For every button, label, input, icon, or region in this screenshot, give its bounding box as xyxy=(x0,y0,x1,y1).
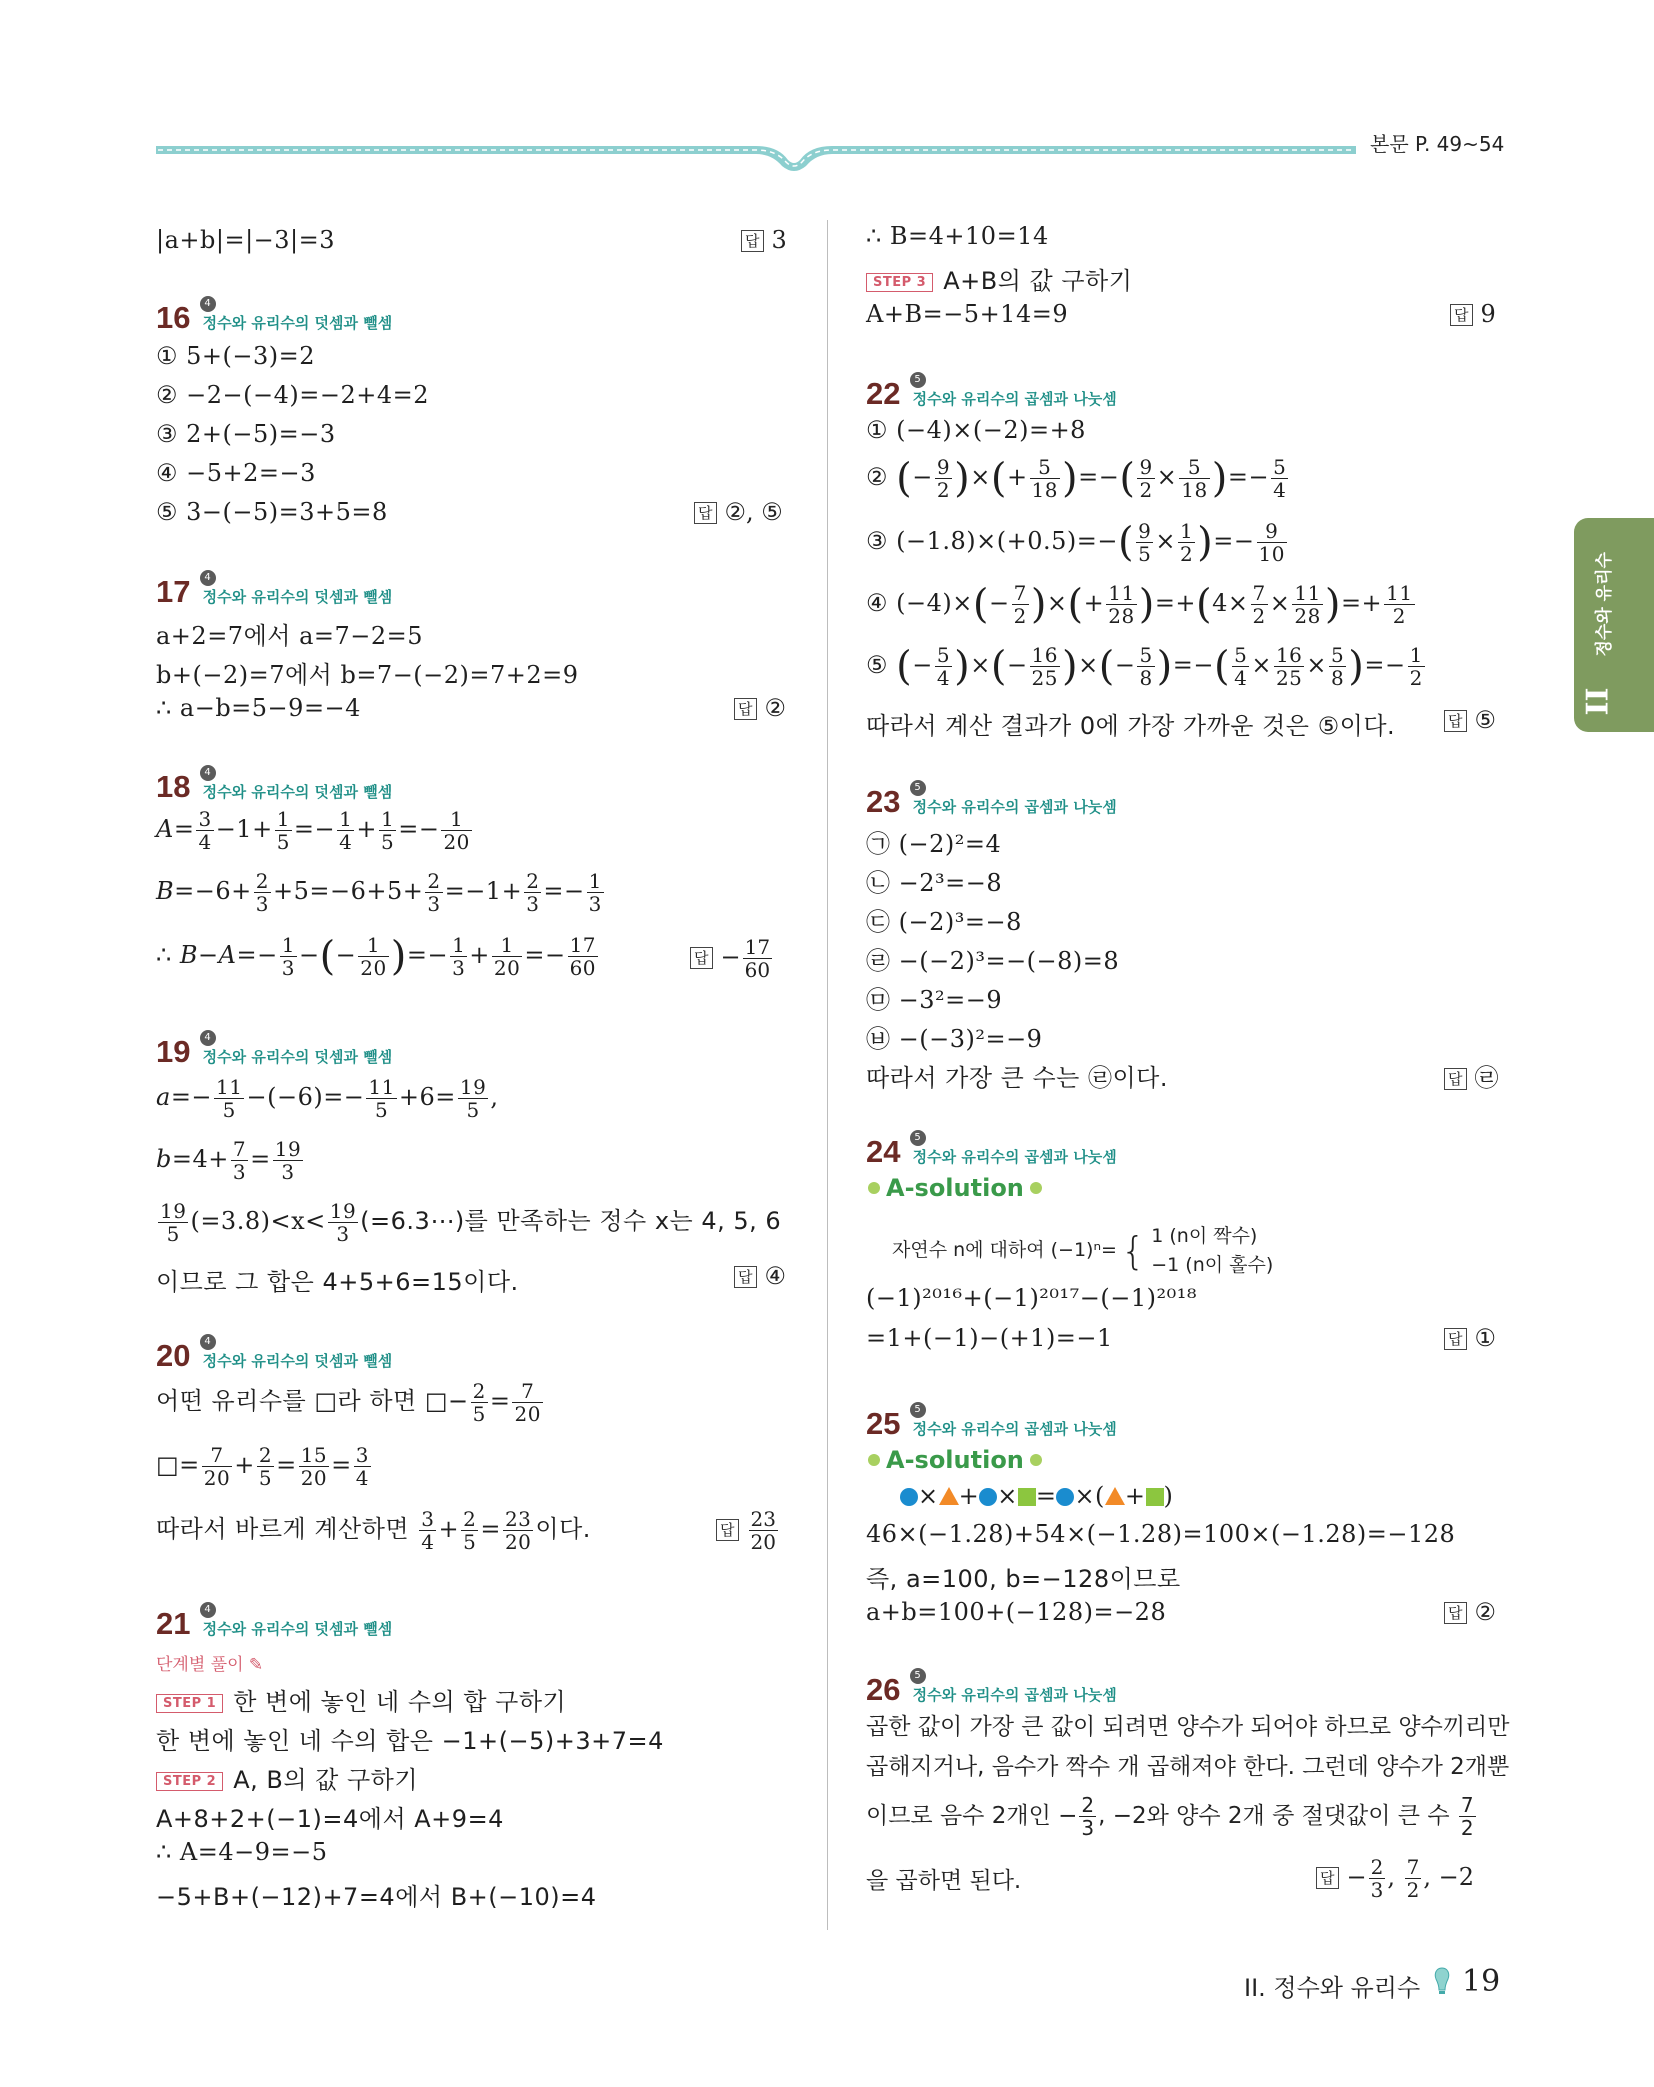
p25-line-1: 46×(−1.28)+54×(−1.28)=100×(−1.28)=−128 xyxy=(866,1520,1456,1548)
problem-topic: 정수와 유리수의 곱셈과 나눗셈 xyxy=(912,390,1117,408)
answer-value: ⑤ xyxy=(1474,706,1497,734)
stepwise-label xyxy=(156,1650,263,1675)
answer-value: ②, ⑤ xyxy=(724,498,783,526)
answer-label: 답 xyxy=(741,230,764,252)
answer-value: 3 xyxy=(771,226,787,254)
answer-value: ④ xyxy=(764,1262,787,1290)
p21-line-3: ∴ A=4−9=−5 xyxy=(156,1838,328,1866)
level-badge: 5 xyxy=(910,1668,926,1684)
p23-conclusion: 따라서 가장 큰 수는 ㉣이다. xyxy=(866,1064,1168,1092)
problem-16-header xyxy=(156,300,406,336)
p25-distributive-rule: × + × = ×( + ) xyxy=(900,1482,1173,1510)
p23-line-6: ㉥ −(−3)²=−9 xyxy=(866,1025,1043,1053)
p16-line-4: ④ −5+2=−3 xyxy=(156,459,316,487)
problem-22-header xyxy=(866,376,1131,412)
p22-line-2: ② (− $\frac{9}{2}$ )×(+ $\frac{5}{18}$ )=−( $\frac{9}{2}$ × $\frac{5}{18}$ )=− $\frac{5}{4}$ xyxy=(866,455,1287,502)
level-badge: 5 xyxy=(910,780,926,796)
green-square-icon xyxy=(1018,1488,1036,1506)
p26-answer: 답 − $\frac{2}{3}$ , $\frac{7}{2}$ , −2 xyxy=(1316,1856,1474,1901)
problem-number: 26 xyxy=(866,1672,901,1707)
problem-topic: 정수와 유리수의 덧셈과 뺄셈 xyxy=(202,783,393,801)
p15-answer xyxy=(741,226,787,254)
p17-line-1: a+2=7에서 a=7−2=5 xyxy=(156,622,424,650)
answer-label: 답 xyxy=(1316,1867,1339,1889)
level-badge: 5 xyxy=(910,1130,926,1146)
p18-line-1: A= $\frac{3}{4}$ −1+ $\frac{1}{5}$ =− $\frac{1}{4}$ + $\frac{1}{5}$ =− $\frac{1}{20}$ xyxy=(156,807,470,854)
answer-value: 9 xyxy=(1480,300,1496,328)
step-2-title: A, B의 값 구하기 xyxy=(233,1766,419,1794)
p23-line-3: ㉢ (−2)³=−8 xyxy=(866,908,1022,936)
footer-chapter: II. 정수와 유리수 xyxy=(1244,1974,1421,2002)
orange-triangle-icon xyxy=(1105,1487,1125,1505)
p16-line-1: ① 5+(−3)=2 xyxy=(156,342,316,370)
problem-18-header xyxy=(156,769,406,805)
problem-21-header xyxy=(156,1606,406,1642)
p26-line-1: 곱한 값이 가장 큰 값이 되려면 양수가 되어야 하므로 양수끼리만 xyxy=(866,1714,1510,1740)
step-3-title: A+B의 값 구하기 xyxy=(943,267,1133,295)
step-3-badge: STEP 3 xyxy=(866,273,933,292)
p16-line-5: ⑤ 3−(−5)=3+5=8 xyxy=(156,498,388,526)
p26-line-3-text: 이므로 음수 2개인 − xyxy=(866,1803,1078,1829)
level-badge: 4 xyxy=(200,1602,216,1618)
lightbulb-icon xyxy=(1432,1966,1452,2000)
blue-circle-icon xyxy=(979,1488,997,1506)
level-badge: 4 xyxy=(200,570,216,586)
solution-label: A-solution xyxy=(886,1174,1024,1202)
p21-tail-line-2: A+B=−5+14=9 xyxy=(866,300,1069,328)
p24-line-1: (−1)²⁰¹⁶+(−1)²⁰¹⁷−(−1)²⁰¹⁸ xyxy=(866,1284,1197,1312)
answer-value: ② xyxy=(1474,1598,1497,1626)
p23-line-1: ㉠ (−2)²=4 xyxy=(866,830,1002,858)
p24-solution-text: 자연수 n에 대하여 (−1)ⁿ= { 1 (n이 짝수) −1 (n이 홀수) xyxy=(892,1222,1273,1279)
p20-line-1-text: 어떤 유리수를 □라 하면 □− xyxy=(156,1387,469,1415)
p25-solution-label xyxy=(862,1446,1048,1474)
p22-conclusion: 따라서 계산 결과가 0에 가장 가까운 것은 ⑤이다. xyxy=(866,712,1396,740)
p25-line-3: a+b=100+(−128)=−28 xyxy=(866,1598,1167,1626)
column-divider xyxy=(827,220,828,1930)
p20-answer: 답 $\frac{23}{20}$ xyxy=(716,1508,780,1553)
side-tab xyxy=(1574,518,1654,732)
answer-value: ㉣ xyxy=(1474,1064,1499,1092)
p26-line-3: 이므로 음수 2개인 − $\frac{2}{3}$ , −2와 양수 2개 중 절댓값이 큰 수 $\frac{7}{2}$ xyxy=(866,1793,1474,1840)
answer-value: ① xyxy=(1474,1324,1497,1352)
p20-line-3: 따라서 바르게 계산하면 $\frac{3}{4}$ + $\frac{2}{5}$ = $\frac{23}{20}$ 이다. xyxy=(156,1507,591,1554)
problem-topic: 정수와 유리수의 덧셈과 뺄셈 xyxy=(202,588,393,606)
p15-line: |a+b|=|−3|=3 xyxy=(156,226,335,254)
p21-step1 xyxy=(156,1682,566,1717)
p19-line-4: 이므로 그 합은 4+5+6=15이다. xyxy=(156,1268,519,1296)
p21-answer xyxy=(1450,300,1496,328)
p23-answer xyxy=(1444,1058,1499,1093)
answer-label: 답 xyxy=(716,1519,739,1541)
problem-topic: 정수와 유리수의 곱셈과 나눗셈 xyxy=(912,1420,1117,1438)
stepwise-label-text: 단계별 풀이 xyxy=(156,1655,244,1675)
p22-answer xyxy=(1444,706,1496,734)
p21-step2 xyxy=(156,1760,418,1795)
problem-25-header xyxy=(866,1406,1131,1442)
page-reference: 본문 P. 49~54 xyxy=(1370,132,1505,156)
page-number: 19 xyxy=(1462,1964,1501,1999)
bullet-dot-icon xyxy=(1030,1454,1042,1466)
p24-solution-formula: 자연수 n에 대하여 (−1)ⁿ= xyxy=(892,1239,1117,1261)
problem-number: 18 xyxy=(156,769,191,804)
p16-line-2: ② −2−(−4)=−2+4=2 xyxy=(156,381,429,409)
p22-line-1: ① (−4)×(−2)=+8 xyxy=(866,416,1086,444)
answer-label: 답 xyxy=(734,698,757,720)
level-badge: 5 xyxy=(910,1402,926,1418)
p24-answer xyxy=(1444,1324,1496,1352)
bullet-dot-icon xyxy=(868,1454,880,1466)
p23-line-5: ㉤ −3²=−9 xyxy=(866,986,1003,1014)
bullet-dot-icon xyxy=(868,1182,880,1194)
p22-line-3: ③ (−1.8)×(+0.5)=−( $\frac{9}{5}$ × $\frac{1}{2}$ )=− $\frac{9}{10}$ xyxy=(866,519,1285,566)
p26-line-2: 곱해지거나, 음수가 짝수 개 곱해져야 한다. 그런데 양수가 2개뿐 xyxy=(866,1754,1510,1780)
level-badge: 4 xyxy=(200,296,216,312)
p18-line-2: B=−6+ $\frac{2}{3}$ +5=−6+5+ $\frac{2}{3}$ =−1+ $\frac{2}{3}$ =− $\frac{1}{3}$ xyxy=(156,869,602,916)
answer-label: 답 xyxy=(1444,710,1467,732)
p22-line-4: ④ (−4)×(− $\frac{7}{2}$ )×(+ $\frac{11}{28}$ )=+(4× $\frac{7}{2}$ × $\frac{11}{28}$ )=+ $\frac{11}{2}$ xyxy=(866,581,1413,628)
answer-label: 답 xyxy=(1444,1328,1467,1350)
problem-number: 24 xyxy=(866,1134,901,1169)
problem-number: 19 xyxy=(156,1034,191,1069)
p19-line-3: $\frac{19}{5}$ (=3.8)<x< $\frac{19}{3}$ (=6.3⋯)를 만족하는 정수 x는 4, 5, 6 xyxy=(160,1199,782,1246)
problem-topic: 정수와 유리수의 덧셈과 뺄셈 xyxy=(202,1620,393,1638)
pencil-icon: ✎ xyxy=(248,1655,264,1675)
bullet-dot-icon xyxy=(1030,1182,1042,1194)
problem-number: 17 xyxy=(156,574,191,609)
p25-answer xyxy=(1444,1598,1496,1626)
problem-20-header xyxy=(156,1338,406,1374)
p17-answer xyxy=(734,694,786,722)
p21-step3 xyxy=(866,261,1132,296)
answer-label: 답 xyxy=(690,947,713,969)
p17-line-3: ∴ a−b=5−9=−4 xyxy=(156,694,361,722)
answer-label: 답 xyxy=(1444,1068,1467,1090)
solution-label: A-solution xyxy=(886,1446,1024,1474)
level-badge: 5 xyxy=(910,372,926,388)
p24-case-odd: −1 (n이 홀수) xyxy=(1151,1253,1274,1276)
level-badge: 4 xyxy=(200,765,216,781)
blue-circle-icon xyxy=(900,1488,918,1506)
p21-tail-line-1: ∴ B=4+10=14 xyxy=(866,222,1049,250)
p23-line-4: ㉣ −(−2)³=−(−8)=8 xyxy=(866,947,1120,975)
problem-topic: 정수와 유리수의 덧셈과 뺄셈 xyxy=(202,1048,393,1066)
p21-line-2: A+8+2+(−1)=4에서 A+9=4 xyxy=(156,1805,504,1833)
p16-answer xyxy=(694,498,783,526)
problem-number: 20 xyxy=(156,1338,191,1373)
problem-number: 16 xyxy=(156,300,191,335)
problem-number: 22 xyxy=(866,376,901,411)
problem-19-header xyxy=(156,1034,406,1070)
problem-topic: 정수와 유리수의 덧셈과 뺄셈 xyxy=(202,314,393,332)
step-1-title: 한 변에 놓인 네 수의 합 구하기 xyxy=(233,1688,567,1716)
p19-ineq-text-2: (=6.3⋯)를 만족하는 정수 x는 4, 5, 6 xyxy=(360,1207,782,1235)
problem-24-header xyxy=(866,1134,1131,1170)
problem-topic: 정수와 유리수의 곱셈과 나눗셈 xyxy=(912,798,1117,816)
answer-label: 답 xyxy=(1444,1602,1467,1624)
problem-number: 23 xyxy=(866,784,901,819)
green-square-icon xyxy=(1146,1488,1164,1506)
step-2-badge: STEP 2 xyxy=(156,1772,223,1791)
p26-line-3-text-2: , −2와 양수 2개 중 절댓값이 큰 수 xyxy=(1098,1803,1450,1829)
p16-line-3: ③ 2+(−5)=−3 xyxy=(156,420,336,448)
p21-line-1: 한 변에 놓인 네 수의 합은 −1+(−5)+3+7=4 xyxy=(156,1727,664,1755)
p19-line-2: b=4+ $\frac{7}{3}$ = $\frac{19}{3}$ xyxy=(156,1137,302,1184)
answer-label: 답 xyxy=(1450,304,1473,326)
p24-case-even: 1 (n이 짝수) xyxy=(1151,1225,1258,1247)
p24-line-2: =1+(−1)−(+1)=−1 xyxy=(866,1324,1113,1352)
p19-ineq-text: (=3.8)<x< xyxy=(190,1207,326,1235)
problem-23-header xyxy=(866,784,1131,820)
side-tab-label: 정수와 유리수 xyxy=(1594,552,1615,657)
problem-topic: 정수와 유리수의 곱셈과 나눗셈 xyxy=(912,1148,1117,1166)
step-1-badge: STEP 1 xyxy=(156,1694,223,1713)
answer-value: ② xyxy=(764,694,787,722)
p20-line-1: 어떤 유리수를 □라 하면 □− $\frac{2}{5}$ = $\frac{7}{20}$ xyxy=(156,1379,541,1426)
answer-label: 답 xyxy=(694,502,717,524)
answer-label: 답 xyxy=(734,1266,757,1288)
header-band xyxy=(156,132,1356,172)
problem-number: 21 xyxy=(156,1606,191,1641)
p19-answer xyxy=(734,1262,786,1290)
p23-line-2: ㉡ −2³=−8 xyxy=(866,869,1003,897)
p20-line-3-text: 따라서 바르게 계산하면 xyxy=(156,1515,410,1543)
p25-line-2: 즉, a=100, b=−128이므로 xyxy=(866,1565,1181,1593)
p24-solution-label xyxy=(862,1174,1048,1202)
problem-topic: 정수와 유리수의 덧셈과 뺄셈 xyxy=(202,1352,393,1370)
p20-line-3-tail: 이다. xyxy=(535,1515,591,1543)
p18-answer: 답 − $\frac{17}{60}$ xyxy=(690,936,774,981)
problem-number: 25 xyxy=(866,1406,901,1441)
orange-triangle-icon xyxy=(939,1487,959,1505)
p17-line-2: b+(−2)=7에서 b=7−(−2)=7+2=9 xyxy=(156,661,579,689)
p18-line-3: ∴ B−A=− $\frac{1}{3}$ −(− $\frac{1}{20}$ )=− $\frac{1}{3}$ + $\frac{1}{20}$ =− $\frac{17}{60}$ xyxy=(156,933,597,980)
p20-line-2: □= $\frac{7}{20}$ + $\frac{2}{5}$ = $\frac{15}{20}$ = $\frac{3}{4}$ xyxy=(156,1443,369,1490)
level-badge: 4 xyxy=(200,1334,216,1350)
p21-line-4: −5+B+(−12)+7=4에서 B+(−10)=4 xyxy=(156,1883,597,1911)
problem-topic: 정수와 유리수의 곱셈과 나눗셈 xyxy=(912,1686,1117,1704)
level-badge: 4 xyxy=(200,1030,216,1046)
problem-26-header xyxy=(866,1672,1131,1708)
blue-circle-icon xyxy=(1056,1488,1074,1506)
problem-17-header xyxy=(156,574,406,610)
p19-line-1: a=− $\frac{11}{5}$ −(−6)=− $\frac{11}{5}$ +6= $\frac{19}{5}$ , xyxy=(156,1075,499,1122)
p22-line-5: ⑤ (− $\frac{5}{4}$ )×(− $\frac{16}{25}$ )×(− $\frac{5}{8}$ )=−( $\frac{5}{4}$ × $\frac{16}{25}$ × $\frac{5}{8}$ )=− $\frac{1}{2}$ xyxy=(866,643,1423,690)
p26-line-4: 을 곱하면 된다. xyxy=(866,1868,1022,1894)
side-tab-roman: II xyxy=(1580,687,1616,716)
